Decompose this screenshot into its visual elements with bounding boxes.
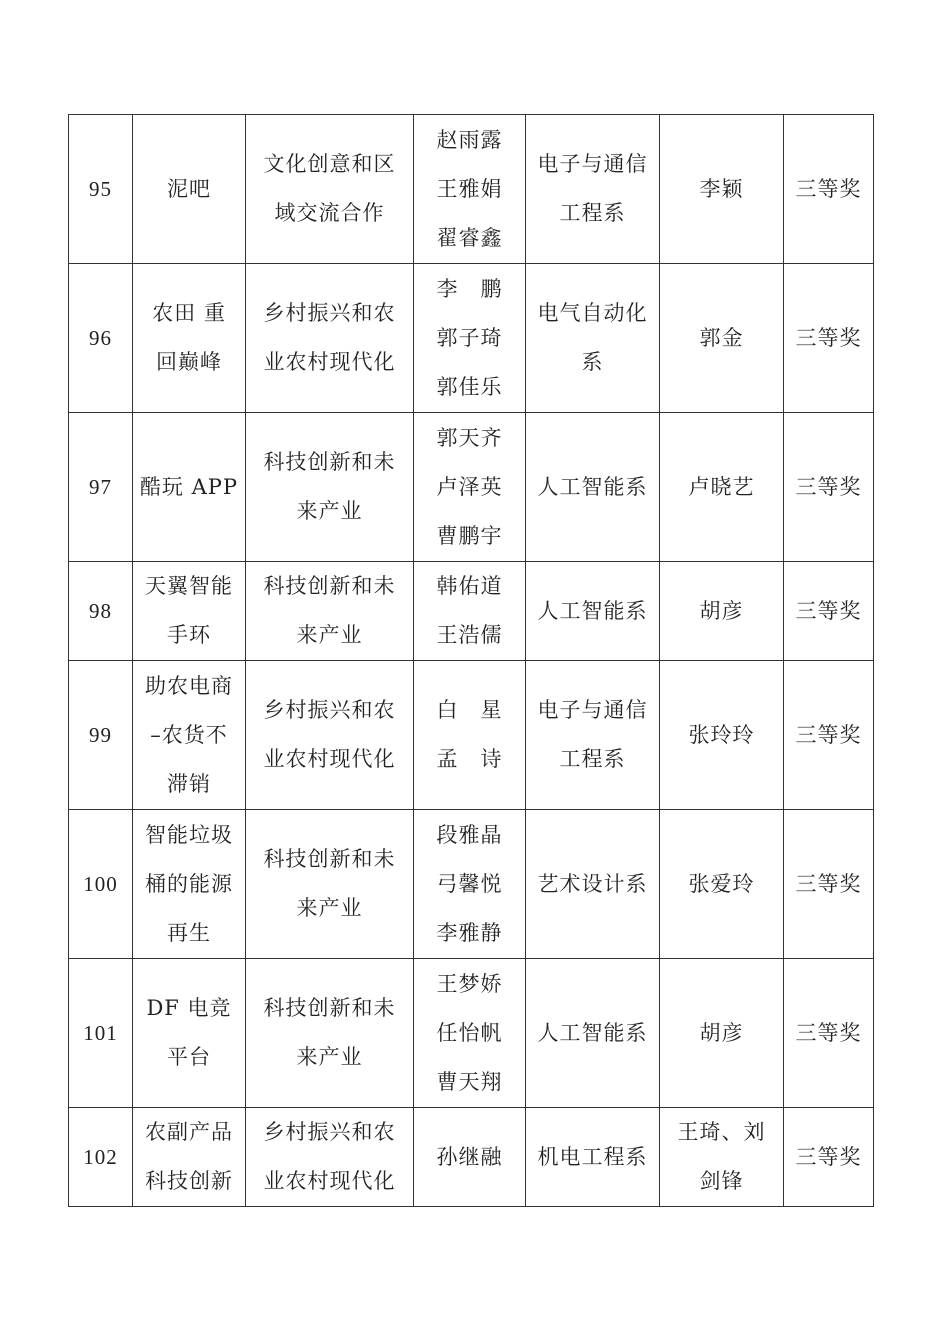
- project-name: [133, 661, 246, 810]
- member: 孙继融: [436, 1144, 503, 1169]
- row-number: 100: [69, 810, 133, 959]
- row-number: 96: [69, 264, 133, 413]
- row-number: 99: [69, 661, 133, 810]
- advisor: [660, 413, 784, 562]
- track-line: 科技创新和未: [263, 574, 396, 598]
- award: 三等奖: [784, 413, 874, 562]
- advisor: [660, 562, 784, 661]
- track-line: 科技创新和未: [263, 847, 396, 871]
- row-number: 97: [69, 413, 133, 562]
- member: 王雅娟: [436, 176, 503, 201]
- award: 三等奖: [784, 959, 874, 1108]
- project-name: [133, 959, 246, 1108]
- track-line: 业农村现代化: [263, 350, 396, 374]
- member: 段雅晶: [436, 822, 503, 847]
- project-line: 再生: [167, 920, 211, 945]
- track: [246, 562, 414, 661]
- members: [414, 115, 526, 264]
- advisor: [660, 115, 784, 264]
- member: 郭佳乐: [436, 374, 503, 399]
- advisor-line: 胡彦: [699, 1020, 744, 1045]
- track-line: 乡村振兴和农: [263, 301, 396, 325]
- department-line: 电子与通信: [537, 152, 648, 176]
- department: [526, 810, 660, 959]
- member: 王梦娇: [436, 971, 503, 996]
- project-line: 桶的能源: [145, 871, 233, 896]
- project-line: 科技创新: [145, 1169, 233, 1193]
- award: 三等奖: [784, 1108, 874, 1207]
- track-line: 乡村振兴和农: [263, 1120, 396, 1144]
- project-line: 智能垃圾: [145, 822, 233, 847]
- department-line: 人工智能系: [537, 1020, 648, 1045]
- member: 郭天齐: [436, 425, 503, 450]
- track-line: 科技创新和未: [263, 996, 396, 1020]
- member: 白 星: [436, 698, 503, 722]
- track: [246, 413, 414, 562]
- track-line: 科技创新和未: [263, 450, 396, 474]
- department-line: 电子与通信: [537, 698, 648, 722]
- department-line: 工程系: [559, 201, 626, 225]
- row-number: 101: [69, 959, 133, 1108]
- track-line: 乡村振兴和农: [263, 698, 396, 722]
- department-line: 艺术设计系: [537, 871, 648, 896]
- member: 李 鹏: [436, 276, 503, 301]
- award: 三等奖: [784, 562, 874, 661]
- project-name: [133, 810, 246, 959]
- department-line: 工程系: [559, 747, 626, 771]
- award: 三等奖: [784, 810, 874, 959]
- row-number: 102: [69, 1108, 133, 1207]
- department: [526, 264, 660, 413]
- member: 弓馨悦: [436, 871, 503, 896]
- track-line: 来产业: [296, 623, 363, 647]
- members: [414, 661, 526, 810]
- advisor: [660, 264, 784, 413]
- track-line: 文化创意和区: [263, 152, 396, 176]
- track: [246, 264, 414, 413]
- project-name: [133, 413, 246, 562]
- department-line: 人工智能系: [537, 598, 648, 623]
- row-number: 95: [69, 115, 133, 264]
- department-line: 人工智能系: [537, 474, 648, 499]
- member: 韩佑道: [436, 574, 503, 598]
- project-line: DF 电竞: [146, 996, 232, 1020]
- project-line: 农副产品: [145, 1120, 233, 1144]
- advisor: [660, 661, 784, 810]
- row-number: 98: [69, 562, 133, 661]
- department: [526, 959, 660, 1108]
- advisor: [660, 959, 784, 1108]
- department: [526, 115, 660, 264]
- track: [246, 661, 414, 810]
- member: 赵雨露: [436, 127, 503, 152]
- project-name: [133, 115, 246, 264]
- member: 王浩儒: [436, 623, 503, 647]
- advisor-line: 胡彦: [699, 598, 744, 623]
- department-line: 机电工程系: [537, 1144, 648, 1169]
- table-row: [69, 810, 874, 959]
- advisor: [660, 810, 784, 959]
- members: [414, 959, 526, 1108]
- track: [246, 810, 414, 959]
- advisor-line: 王琦、刘: [677, 1120, 766, 1144]
- department-line: 电气自动化: [537, 301, 648, 325]
- table-row: [69, 959, 874, 1108]
- track-line: 业农村现代化: [263, 747, 396, 771]
- member: 任怡帆: [436, 1020, 503, 1045]
- project-line: 手环: [167, 623, 211, 647]
- project-name: [133, 1108, 246, 1207]
- advisor-line: 张玲玲: [688, 722, 755, 747]
- members: [414, 810, 526, 959]
- project-line: 滞销: [167, 771, 211, 796]
- member: 卢泽英: [436, 474, 503, 499]
- member: 孟 诗: [436, 747, 503, 771]
- table-row: [69, 661, 874, 810]
- advisor-line: 卢晓艺: [688, 474, 755, 499]
- project-line: 回巅峰: [156, 350, 222, 374]
- track-line: 域交流合作: [274, 201, 385, 225]
- awards-table: [68, 114, 874, 1207]
- table-row: [69, 115, 874, 264]
- award: 三等奖: [784, 115, 874, 264]
- project-name: [133, 264, 246, 413]
- project-line: 天翼智能: [145, 574, 233, 598]
- project-name: [133, 562, 246, 661]
- member: 曹天翔: [436, 1069, 503, 1094]
- member: 李雅静: [436, 920, 503, 945]
- track-line: 业农村现代化: [263, 1169, 396, 1193]
- department: [526, 413, 660, 562]
- advisor-line: 郭金: [699, 325, 744, 350]
- advisor-line: 李颖: [699, 176, 744, 201]
- project-line: –农货不: [150, 722, 228, 747]
- track-line: 来产业: [296, 896, 363, 920]
- award: 三等奖: [784, 661, 874, 810]
- member: 郭子琦: [436, 325, 503, 350]
- table-row: [69, 1108, 874, 1207]
- table-row: [69, 264, 874, 413]
- department: [526, 661, 660, 810]
- project-line: 酷玩 APP: [139, 474, 239, 499]
- members: [414, 413, 526, 562]
- members: [414, 1108, 526, 1207]
- track: [246, 959, 414, 1108]
- table-row: [69, 562, 874, 661]
- advisor: [660, 1108, 784, 1207]
- track: [246, 1108, 414, 1207]
- project-line: 助农电商: [145, 673, 233, 698]
- track-line: 来产业: [296, 1045, 363, 1069]
- track-line: 来产业: [296, 499, 363, 523]
- member: 曹鹏宇: [436, 523, 503, 548]
- project-line: 平台: [167, 1045, 211, 1069]
- table-row: [69, 413, 874, 562]
- award: 三等奖: [784, 264, 874, 413]
- project-line: 泥吧: [167, 176, 211, 201]
- track: [246, 115, 414, 264]
- project-line: 农田 重: [152, 301, 226, 325]
- department: [526, 562, 660, 661]
- member: 翟睿鑫: [436, 225, 503, 250]
- advisor-line: 剑锋: [699, 1169, 744, 1193]
- advisor-line: 张爱玲: [688, 871, 755, 896]
- department-line: 系: [581, 350, 604, 374]
- awards-table-body: [69, 115, 874, 1207]
- members: [414, 264, 526, 413]
- members: [414, 562, 526, 661]
- department: [526, 1108, 660, 1207]
